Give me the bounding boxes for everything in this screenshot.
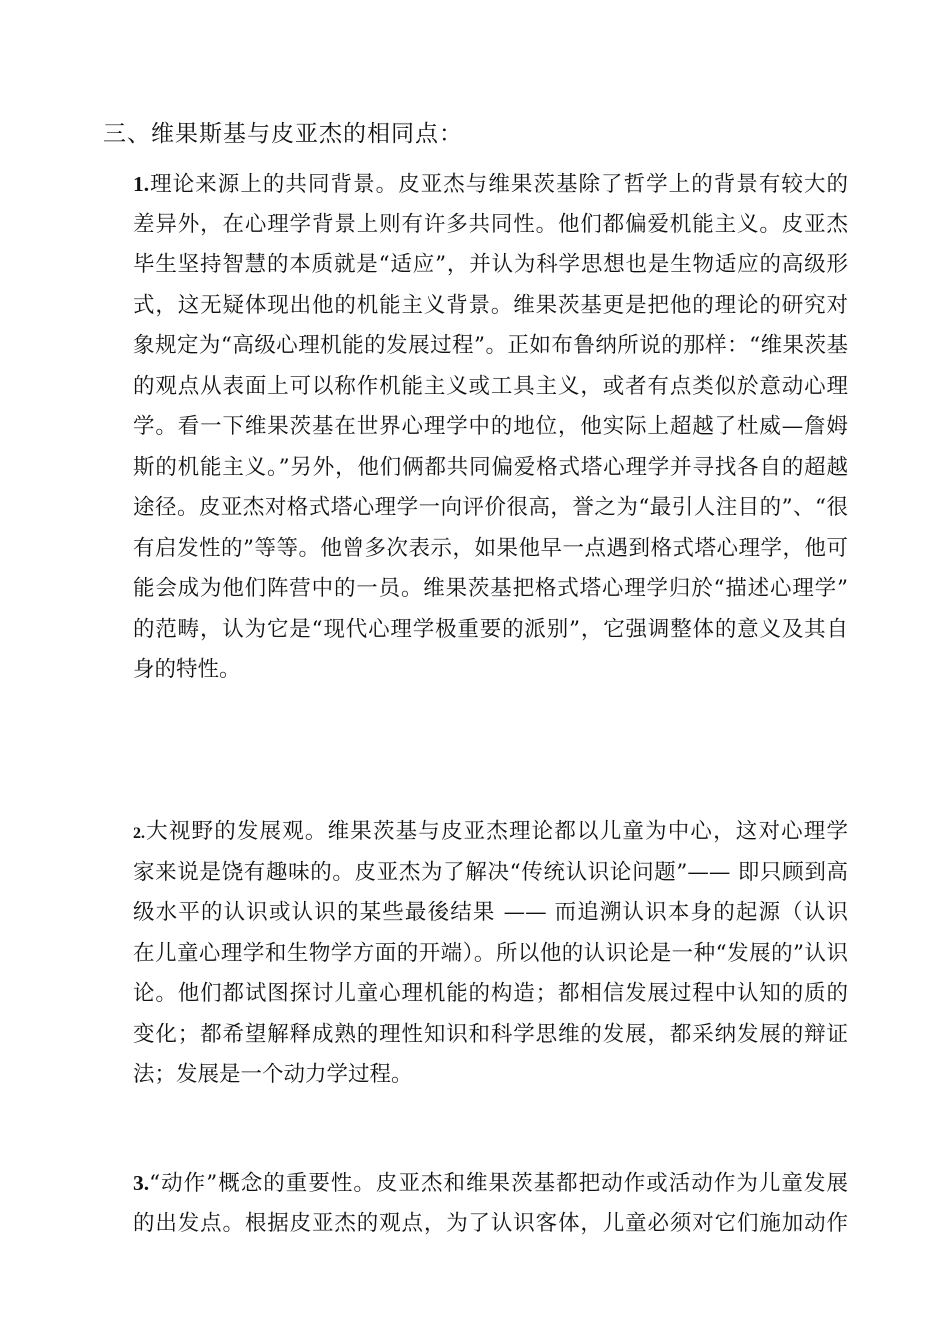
text-line: 斯的机能主义。”另外，他们俩都共同偏爱格式塔心理学并寻找各自的超越 <box>133 454 848 480</box>
text-line: 级水平的认识或认识的某些最後结果 —— 而追溯认识本身的起源（认识 <box>133 900 848 925</box>
text-line <box>133 164 848 205</box>
text-line: 的观点从表面上可以称作机能主义或工具主义，或者有点类似於意动心理 <box>133 373 848 399</box>
text-line: 象规定为“高级心理机能的发展过程”。正如布鲁纳所说的那样：“维果茨基 <box>133 333 848 358</box>
text-line: 的范畴，认为它是“现代心理学极重要的派别”，它强调整体的意义及其自 <box>133 616 848 642</box>
paragraph-number: 3. <box>133 1171 150 1195</box>
text-line: 家来说是饶有趣味的。皮亚杰为了解决“传统认识论问题”—— 即只顾到高 <box>133 859 848 885</box>
text-line: 变化；都希望解释成熟的理性知识和科学思维的发展，都采纳发展的辩证 <box>133 1021 848 1047</box>
text-line: 能会成为他们阵营中的一员。维果茨基把格式塔心理学归於“描述心理学” <box>133 576 848 601</box>
text-line: 的出发点。根据皮亚杰的观点，为了认识客体，儿童必须对它们施加动作 <box>133 1210 848 1236</box>
text-line: 毕生坚持智慧的本质就是“适应”，并认为科学思想也是生物适应的高级形 <box>133 252 848 277</box>
text-line <box>133 812 848 853</box>
text-line: 途径。皮亚杰对格式塔心理学一向评价很高，誉之为“最引人注目的”、“很 <box>133 495 848 520</box>
text-line-content: 理论来源上的共同背景。皮亚杰与维果茨基除了哲学上的背景有较大的 <box>149 172 848 197</box>
text-line: 学。看一下维果茨基在世界心理学中的地位，他实际上超越了杜威—詹姆 <box>133 414 848 439</box>
paragraph-3 <box>133 1163 848 1244</box>
section-heading: 三、维果斯基与皮亚杰的相同点： <box>103 121 463 147</box>
text-line-content: 大视野的发展观。维果茨基与皮亚杰理论都以儿童为中心，这对心理学 <box>145 819 848 844</box>
text-line: 法；发展是一个动力学过程。 <box>133 1062 413 1087</box>
text-line <box>133 1163 848 1204</box>
paragraph-number: 2. <box>133 825 145 842</box>
text-line-content: “动作”概念的重要性。皮亚杰和维果茨基都把动作或活动作为儿童发展 <box>149 1171 848 1196</box>
text-line: 差异外，在心理学背景上则有许多共同性。他们都偏爱机能主义。皮亚杰 <box>133 211 848 237</box>
text-line: 在儿童心理学和生物学方面的开端）。所以他的认识论是一种“发展的”认识 <box>133 940 848 966</box>
paragraph-number: 1. <box>133 172 150 196</box>
paragraph-1 <box>133 164 848 691</box>
text-line: 有启发性的”等等。他曾多次表示，如果他早一点遇到格式塔心理学，他可 <box>133 535 848 561</box>
paragraph-2 <box>133 812 848 1096</box>
text-line: 身的特性。 <box>133 657 241 682</box>
text-line: 论。他们都试图探讨儿童心理机能的构造；都相信发展过程中认知的质的 <box>133 981 848 1006</box>
text-line: 式，这无疑体现出他的机能主义背景。维果茨基更是把他的理论的研究对 <box>133 292 848 318</box>
